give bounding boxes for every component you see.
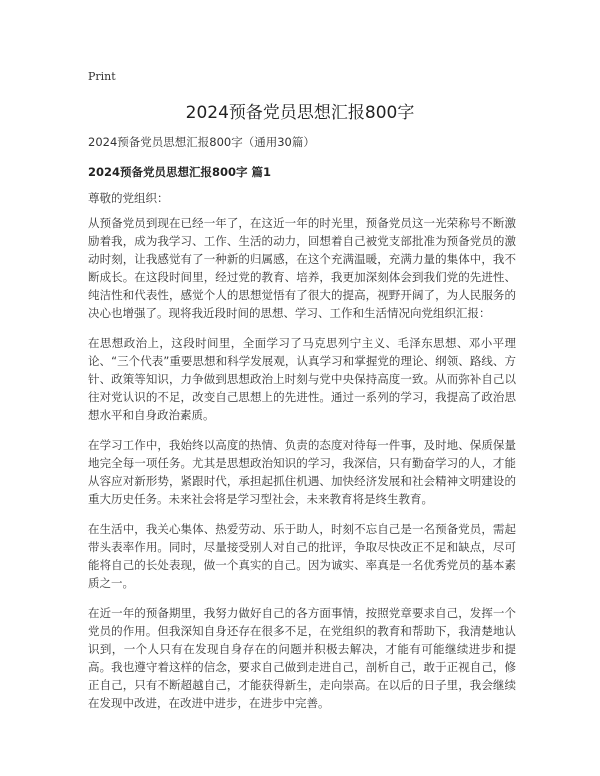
paragraph: 在近一年的预备期里，我努力做好自己的各方面事情，按照党章要求自己，发挥一个党员的作用。但我深知自身还存在很多不足，在党组织的教育和帮助下，我清楚地认识到，一个人只有在发现自身存在的问题并积极去解决，才能有可能继续进步和提高。我也遵守着这样的信念，要求自己做到走进自己，剖析自己，敢于正视自己，修正自己，只有不断超越自己，才能获得新生，走向崇高。在以后的日子里，我会继续在发现中改进，在改进中进步，在进步中完善。	[88, 606, 516, 710]
report-body	[88, 214, 516, 724]
page-title: 2024预备党员思想汇报800字	[185, 103, 415, 123]
paragraph: 在学习工作中，我始终以高度的热情、负责的态度对待每一件事，及时地、保质保量地完全每一项任务。尤其是思想政治知识的学习，我深信，只有勤奋学习的人，才能从容应对新形势，紧跟时代，承担起抓住机遇、加快经济发展和社会精神文明建设的重大历史任务。未来社会将是学习型社会，未来教育将是终生教育。	[88, 438, 516, 506]
subtitle: 2024预备党员思想汇报800字（通用30篇）	[88, 135, 315, 149]
paragraph: 在思想政治上，这段时间里，全面学习了马克思列宁主义、毛泽东思想、邓小平理论、“三个代表”重要思想和科学发展观，认真学习和掌握党的理论、纲领、路线、方针、政策等知识，力争做到思想政治上时刻与党中央保持高度一致。从而弥补自己以往对党认识的不足，改变自己思想上的先进性。通过一系列的学习，我提高了政治思想水平和自身政治素质。	[88, 336, 516, 422]
salutation: 尊敬的党组织：	[88, 191, 169, 205]
print-link[interactable]: Print	[88, 70, 116, 83]
paragraph: 在生活中，我关心集体、热爱劳动、乐于助人，时刻不忘自己是一名预备党员，需起带头表率作用。同时，尽量接受别人对自己的批评，争取尽快改正不足和缺点，尽可能将自己的长处表现，做一个真实的自己。因为诚实、率真是一名优秀党员的基本素质之一。	[88, 522, 516, 590]
section-heading: 2024预备党员思想汇报800字 篇1	[88, 165, 272, 179]
paragraph: 从预备党员到现在已经一年了，在这近一年的时光里，预备党员这一光荣称号不断激励着我，成为我学习、工作、生活的动力，回想着自己被党支部批准为预备党员的激动时刻，让我感觉有了一种新的归属感，在这个充满温暖，充满力量的集体中，我不断成长。在这段时间里，经过党的教育、培养，我更加深刻体会到我们党的先进性、纯洁性和代表性，感觉个人的思想觉悟有了很大的提高，视野开阔了，为人民服务的决心也增强了。现将我近段时间的思想、学习、工作和生活情况向党组织汇报：	[88, 216, 516, 320]
